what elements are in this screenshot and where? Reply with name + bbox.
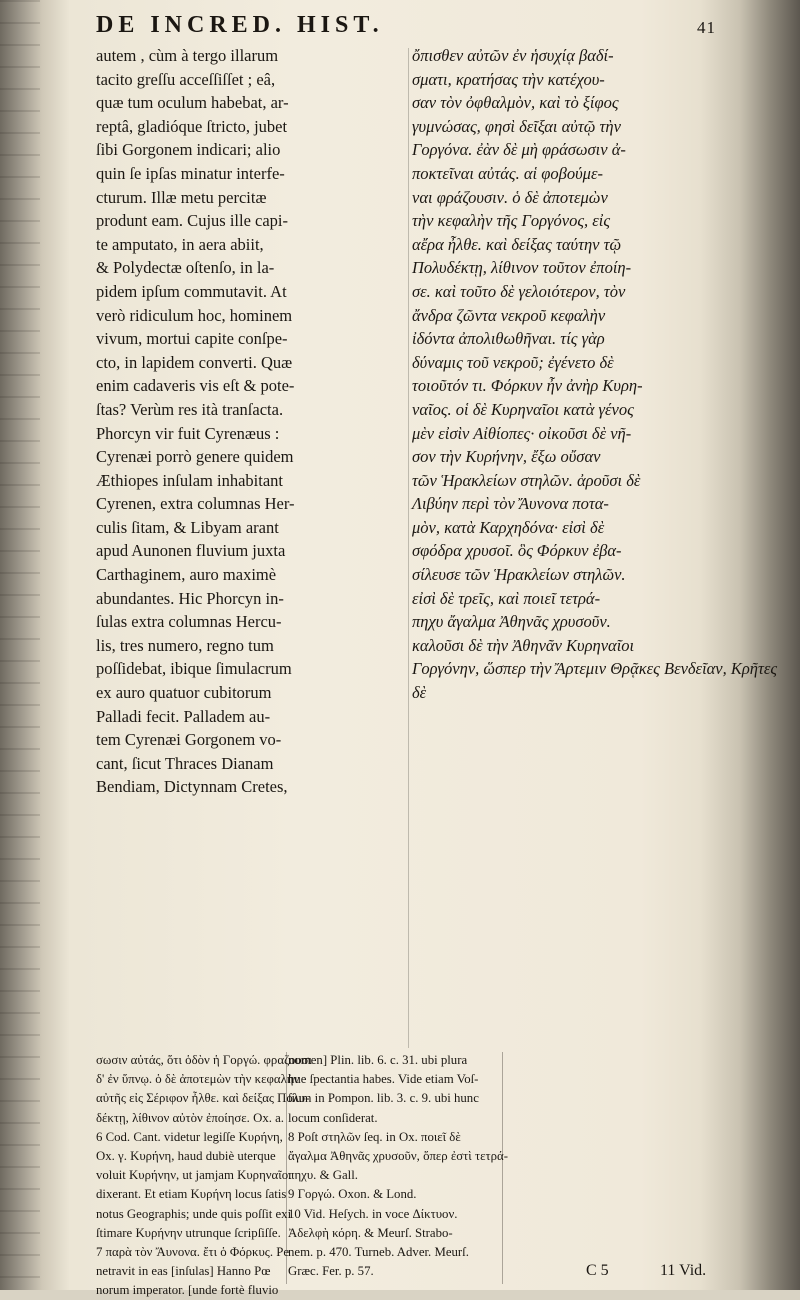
greek-text-line: ἄνδρα ζῶντα νεκροῦ κεφαλὴν: [412, 305, 606, 325]
footnote-line: Græc. Fer. p. 57.: [288, 1264, 374, 1279]
latin-text-line: ex auro quatuor cubitorum: [96, 683, 272, 703]
greek-text-line: μὸν, κατὰ Καρχηδόνα· εἰσὶ δὲ: [412, 517, 605, 537]
latin-text-line: lis, tres numero, regno tum: [96, 635, 274, 655]
footnote-line: locum conſiderat.: [288, 1110, 378, 1125]
latin-text-line: quæ tum oculum habebat, ar-: [96, 93, 289, 113]
greek-text-line: μὲν εἰσὶν Αἰθίοπες· οἰκοῦσι δὲ νῆ-: [412, 423, 632, 443]
greek-text-line: αἔρα ἦλθε. καὶ δείξας ταύτην τῷ: [412, 234, 622, 254]
notes-divider-2: [502, 1052, 503, 1284]
footnote-line: dixerant. Et etiam Κυρήνη locus ſatis: [96, 1187, 287, 1202]
latin-text-line: te amputato, in aera abiit,: [96, 234, 264, 254]
page-number: 41: [697, 18, 716, 37]
footnote-line: nomen] Plin. lib. 6. c. 31. ubi plura: [288, 1053, 468, 1067]
footnote-line: σωσιν αὐτάς, ὅτι ὁδὸν ἡ Γοργώ. φραζουσι: [96, 1053, 312, 1067]
greek-text-line: Γοργόνην, ὥσπερ τὴν Ἄρτεμιν Θρᾷκες Βενδεῖαν, Κρῆτες: [412, 659, 778, 679]
latin-text-line: culis ſitam, & Libyam arant: [96, 517, 279, 537]
greek-text-line: δὲ: [412, 683, 427, 703]
greek-text-line: σίλευσε τῶν Ἡρακλείων στηλῶν.: [412, 565, 626, 585]
footnote-line: δέκτῃ, λίθινον αὐτὸν ἐποίησε. Ox. a.: [96, 1110, 284, 1125]
latin-text-line: apud Aunonen fluvium juxta: [96, 541, 286, 561]
signature-mark: C 5: [586, 1262, 609, 1279]
greek-text-line: σον τὴν Κυρήνην, ἔξω οὔσαν: [412, 447, 601, 467]
greek-text-line: ἰδόντα ἀπολιθωθῆναι. τίς γὰρ: [412, 329, 605, 349]
greek-text-line: σματι, κρατήσας τὴν κατέχου-: [412, 69, 605, 89]
latin-text-line: ſulas extra columnas Hercu-: [96, 612, 282, 632]
greek-column: [412, 44, 778, 705]
greek-text-line: Πολυδέκτῃ, λίθινον τοῦτον ἐποίη-: [412, 258, 632, 278]
latin-text-line: cant, ſicut Thraces Dianam: [96, 753, 274, 773]
greek-text-line: ποκτεῖναι αὐτάς. αἱ φοβούμε-: [412, 163, 603, 183]
latin-column: [96, 44, 408, 799]
greek-text-line: ναῖος. οἱ δὲ Κυρηναῖοι κατὰ γένος: [412, 399, 634, 419]
latin-text-line: ſtas? Verùm res ità tranſacta.: [96, 399, 284, 419]
footnote-line: voluit Κυρήνην, ut jamjam Κυρηναῖοι: [96, 1168, 292, 1183]
greek-text-line: γυμνώσας, φησὶ δεῖξαι αὐτῷ τὴν: [412, 116, 621, 136]
footnote-line: 8 Poſt στηλῶν ſeq. in Ox. ποιεῖ δὲ: [288, 1129, 461, 1144]
latin-text-line: & Polydectæ oſtenſo, in la-: [96, 258, 275, 278]
footnote-line: 9 Γοργώ. Oxon. & Lond.: [288, 1187, 417, 1202]
latin-text-line: Carthaginem, auro maximè: [96, 565, 277, 585]
latin-text-line: vivum, mortui capite conſpe-: [96, 329, 288, 349]
greek-text-line: δύναμις τοῦ νεκροῦ; ἐγένετο δὲ: [412, 352, 614, 372]
latin-text-line: cturum. Illæ metu percitæ: [96, 187, 267, 207]
greek-text-line: εἰσὶ δὲ τρεῖς, καὶ ποιεῖ τετρά-: [412, 588, 601, 608]
greek-text-line: τοιοῦτόν τι. Φόρκυν ἦν ἀνὴρ Κυρη-: [412, 376, 643, 396]
footnote-line: δ' ἐν ὕπνῳ. ὁ δὲ ἀποτεμὼν τὴν κεφαλὴν: [96, 1072, 300, 1087]
footnote-line: ſium in Pompon. lib. 3. c. 9. ubi hunc: [288, 1091, 479, 1106]
latin-text-line: Cyrenæi porrò genere quidem: [96, 447, 294, 467]
latin-text-line: tem Cyrenæi Gorgonem vo-: [96, 730, 282, 750]
latin-text-line: Bendiam, Dictynnam Cretes,: [96, 777, 288, 797]
greek-text-line: σε. καὶ τοῦτο δὲ γελοιότερον, τὸν: [412, 281, 626, 301]
latin-text-line: autem , cùm à tergo illarum: [96, 46, 279, 65]
column-gutter: [408, 48, 409, 1048]
greek-text-line: σφόδρα χρυσοῖ. ὃς Φόρκυν ἐβα-: [412, 541, 622, 561]
footnote-line: norum imperator. [unde fortè fluvio: [96, 1283, 279, 1298]
footnote-line: hue ſpectantia habes. Vide etiam Voſ-: [288, 1072, 479, 1087]
footnote-line: 7 παρὰ τὸν Ἄυνονα. ἔτι ὁ Φόρκυς. Pe: [96, 1244, 290, 1259]
latin-text-line: reptâ, gladióque ſtricto, jubet: [96, 116, 288, 136]
footnote-line: ſtimare Κυρήνην utrunque ſcripſiſſe.: [96, 1225, 281, 1240]
greek-text-line: σαν τὸν ὀφθαλμὸν, καὶ τὸ ξίφος: [412, 93, 619, 113]
latin-text-line: cto, in lapidem converti. Quæ: [96, 352, 293, 372]
footnote-line: notus Geographis; unde quis poſſit exi: [96, 1206, 292, 1221]
greek-text-line: Λιβύην περὶ τὸν Ἄυνονα ποτα-: [412, 494, 609, 514]
latin-text-line: abundantes. Hic Phorcyn in-: [96, 588, 284, 608]
page-header: [96, 12, 716, 42]
catchword: 11 Vid.: [660, 1262, 707, 1279]
footnote-line: Ox. γ. Κυρήνη, haud dubiè uterque: [96, 1148, 276, 1163]
greek-text-line: Γοργόνα. ἐὰν δὲ μὴ φράσωσιν ἀ-: [412, 140, 626, 160]
footnote-line: 6 Cod. Cant. videtur legiſſe Κυρήνη,: [96, 1129, 283, 1144]
footnote-line: Ἀδελφὴ κόρη. & Meurſ. Strabo-: [288, 1225, 453, 1240]
footnote-line: netravit in eas [inſulas] Hanno Pœ: [96, 1264, 271, 1279]
latin-text-line: Phorcyn vir fuit Cyrenæus :: [96, 423, 280, 443]
footnote-line: nem. p. 470. Turneb. Adver. Meurſ.: [288, 1244, 469, 1259]
greek-text-line: καλοῦσι δὲ τὴν Ἀθηνᾶν Κυρηναῖοι: [412, 635, 635, 655]
latin-text-line: verò ridiculum hoc, hominem: [96, 305, 293, 325]
latin-text-line: poſſidebat, ibique ſimulacrum: [96, 659, 292, 679]
latin-text-line: tacito greſſu acceſſiſſet ; eâ,: [96, 69, 276, 89]
footnote-line: αὐτῆς εἰς Σέριφον ἦλθε. καὶ δείξας Πολυ-: [96, 1091, 310, 1106]
footnote-line: ἄγαλμα Ἀθηνᾶς χρυσοῦν, ὅπερ ἐστὶ τετρά-: [288, 1148, 508, 1163]
latin-text-line: Cyrenen, extra columnas Her-: [96, 494, 295, 514]
latin-text-line: Æthiopes inſulam inhabitant: [96, 470, 283, 490]
latin-text-line: pidem ipſum commutavit. At: [96, 281, 287, 301]
latin-text-line: quin ſe ipſas minatur interfe-: [96, 163, 285, 183]
greek-text-line: ὄπισθεν αὐτῶν ἐν ἡσυχίᾳ βαδί-: [412, 46, 614, 65]
book-binding-shadow: [0, 0, 40, 1290]
greek-text-line: τὴν κεφαλὴν τῆς Γοργόνος, εἰς: [412, 211, 611, 231]
footnote-line: 10 Vid. Heſych. in voce Δίκτυον.: [288, 1206, 458, 1221]
footnotes-column-2: [288, 1051, 508, 1281]
greek-text-line: πηχυ ἄγαλμα Ἀθηνᾶς χρυσοῦν.: [412, 612, 611, 632]
greek-text-line: ναι φράζουσιν. ὁ δὲ ἀποτεμὼν: [412, 187, 608, 207]
footnote-line: πηχυ. & Gall.: [288, 1168, 358, 1183]
latin-text-line: enim cadaveris vis eſt & pote-: [96, 376, 295, 396]
greek-text-line: τῶν Ἡρακλείων στηλῶν. ἀροῦσι δὲ: [412, 470, 641, 490]
latin-text-line: produnt eam. Cujus ille capi-: [96, 211, 288, 231]
footnotes-column-1: [96, 1051, 312, 1300]
latin-text-line: ſibi Gorgonem indicari; alio: [96, 140, 281, 160]
running-head: DE INCRED. HIST.: [96, 12, 384, 38]
latin-text-line: Palladi fecit. Palladem au-: [96, 706, 271, 726]
